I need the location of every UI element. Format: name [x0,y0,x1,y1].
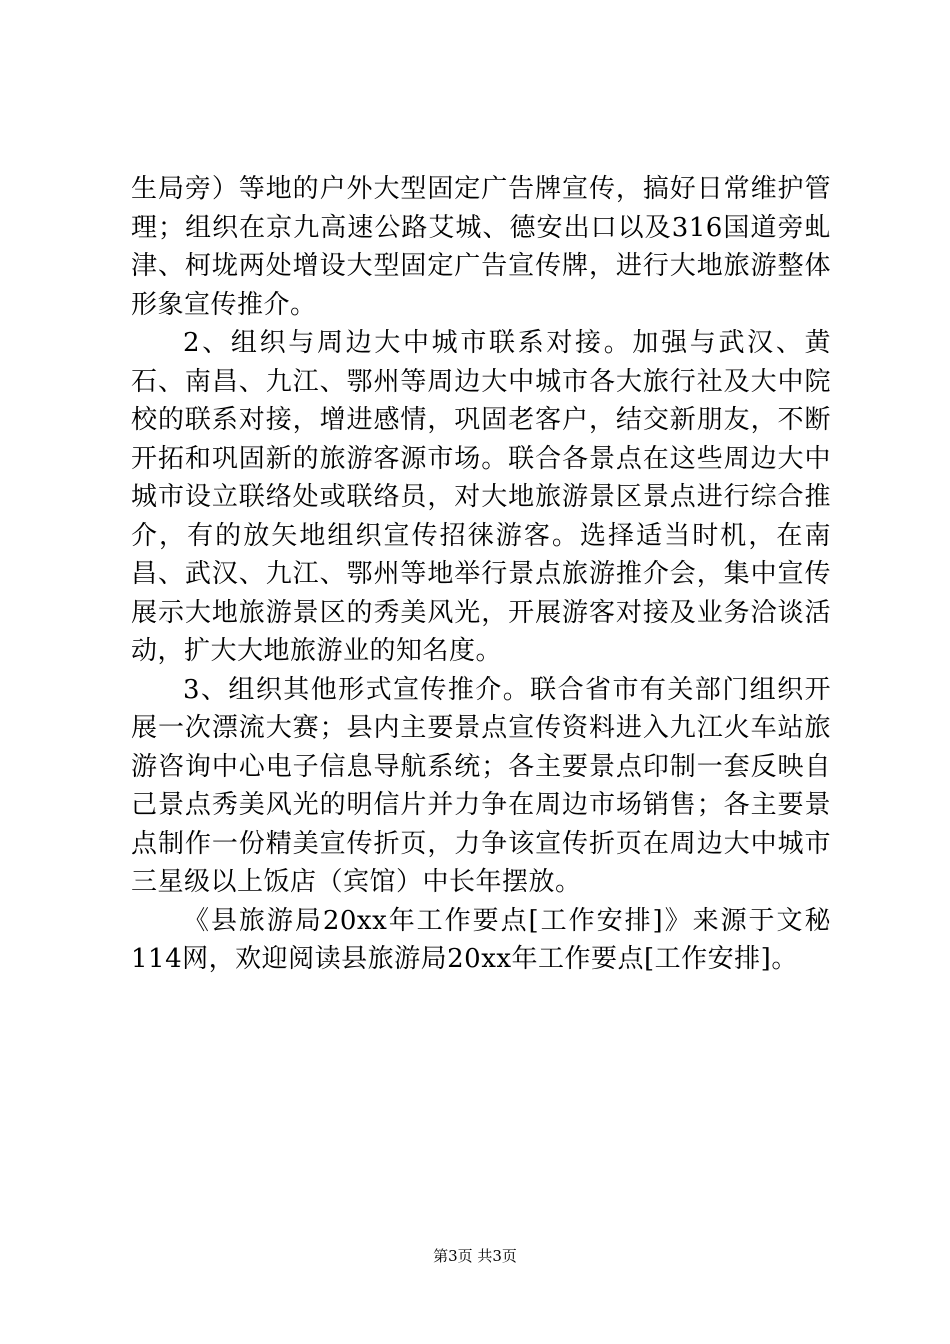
page-number-footer: 第3页 共3页 [433,1247,517,1265]
paragraph-other-promotion: 3、组织其他形式宣传推介。联合省市有关部门组织开展一次漂流大赛；县内主要景点宣传资料进入九江火车站旅游咨询中心电子信息导航系统；各主要景点印制一套反映自己景点秀美风光的明信片并力争在周边市场销售；各主要景点制作一份精美宣传折页，力争该宣传折页在周边大中城市三星级以上饭店（宾馆）中长年摆放。 [131,674,831,897]
paragraph-continuation: 生局旁）等地的户外大型固定广告牌宣传，搞好日常维护管理；组织在京九高速公路艾城、德安出口以及316国道旁虬津、柯垅两处增设大型固定广告宣传牌，进行大地旅游整体形象宣传推介。 [131,174,831,320]
document-body [131,170,831,979]
paragraph-city-liaison: 2、组织与周边大中城市联系对接。加强与武汉、黄石、南昌、九江、鄂州等周边大中城市各大旅行社及大中院校的联系对接，增进感情，巩固老客户，结交新朋友，不断开拓和巩固新的旅游客源市场。联合各景点在这些周边大中城市设立联络处或联络员，对大地旅游景区景点进行综合推介，有的放矢地组织宣传招徕游客。选择适当时机，在南昌、武汉、九江、鄂州等地举行景点旅游推介会，集中宣传展示大地旅游景区的秀美风光，开展游客对接及业务洽谈活动，扩大大地旅游业的知名度。 [131,328,831,666]
paragraph-source-note: 《县旅游局20xx年工作要点[工作安排]》来源于文秘114网，欢迎阅读县旅游局20xx年工作要点[工作安排]。 [131,905,831,974]
